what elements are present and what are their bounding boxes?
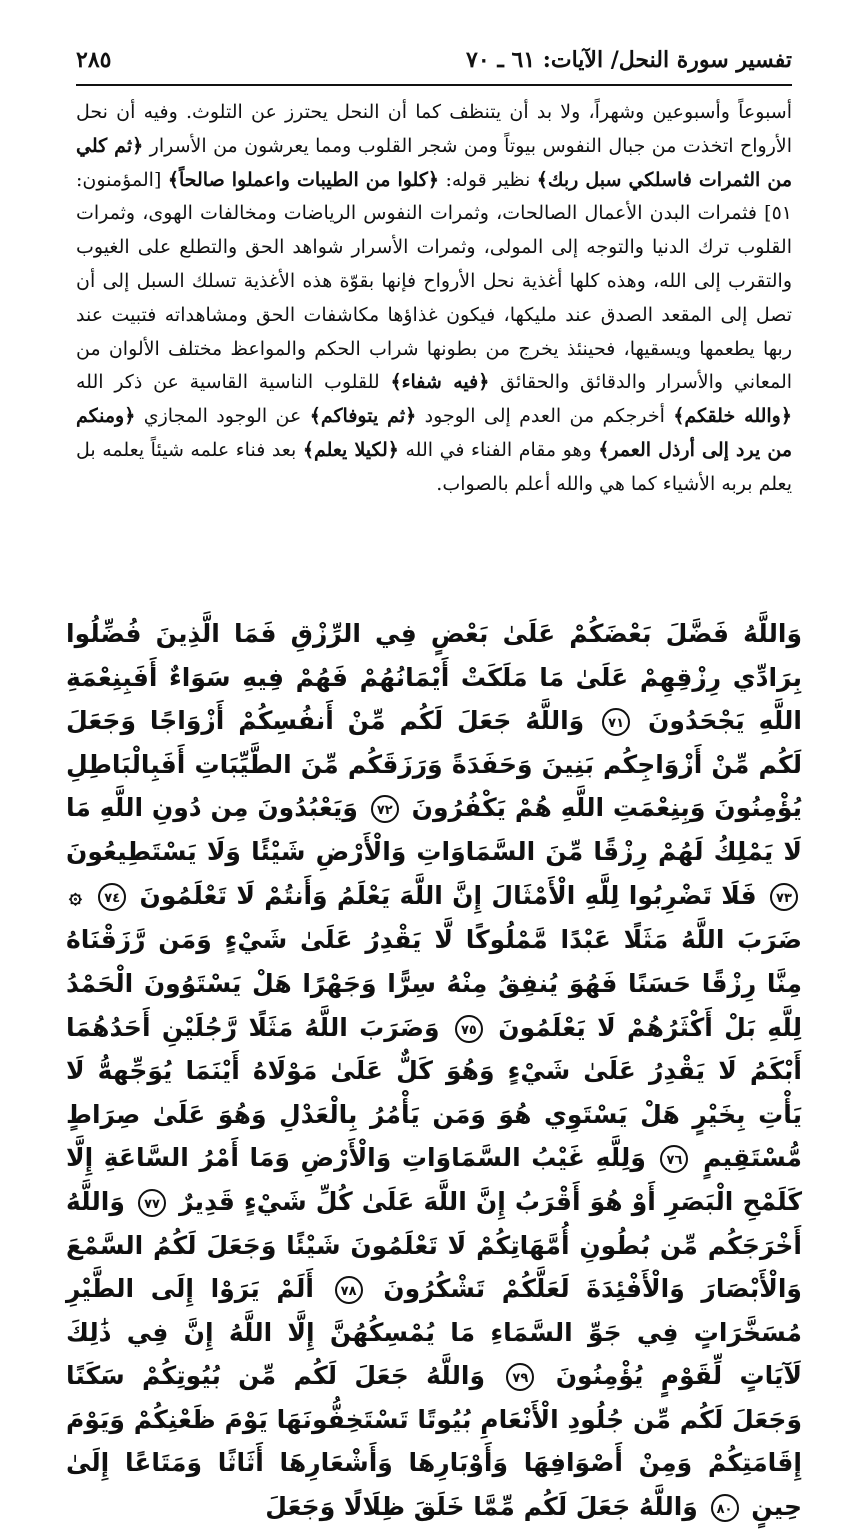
commentary-text: [المؤمنون: ٥١] فثمرات البدن الأعمال الصالحات، وثمرات النفوس الرياضات ومخالفات الهوى، وثمرات القلوب ترك الدنيا والتوجه إلى المولى، وثمرات الأسرار شواهد الحق والتطلع على الغيوب والتقرب إلى الله، وهذه كلها أغذية نحل الأرواح فإنها بقوّة هذه الأغذية تسلك السبل إلى أن تصل إلى المقعد الصدق عند مليكها، فيكون غذاؤها مكاشفات الحق ومشاهداته فتبيت عند ربها يطعمها ويسقيها، فحينئذ يخرج من بطونها شراب الحكم والمواعظ مختلف الألوان من المعاني والأسرار والدقائق والحقائق <box>76 168 793 394</box>
page-header <box>76 40 792 86</box>
quran-quote: ﴿فيه شفاء﴾ <box>390 371 490 394</box>
verse-text: فَلَا تَضْرِبُوا لِلَّهِ الْأَمْثَالَ إِنَّ اللَّهَ يَعْلَمُ وَأَنتُمْ لَا تَعْلَمُونَ <box>139 880 757 910</box>
verse-text: وَاللَّهُ جَعَلَ لَكُم مِّمَّا خَلَقَ ظِلَالًا وَجَعَلَ <box>265 1492 698 1522</box>
commentary-text: عن الوجود المجازي <box>135 405 310 428</box>
verse-text: وَاللَّهُ أَخْرَجَكُم مِّن بُطُونِ أُمَّهَاتِكُمْ لَا تَعْلَمُونَ شَيْئًا وَجَعَلَ لَكُمُ السَّمْعَ وَالْأَبْصَارَ وَالْأَفْئِدَةَ لَعَلَّكُمْ تَشْكُرُونَ <box>66 1186 802 1304</box>
verse-text: ضَرَبَ اللَّهُ مَثَلًا عَبْدًا مَّمْلُوكًا لَّا يَقْدِرُ عَلَىٰ شَيْءٍ وَمَن رَّزَقْنَاهُ مِنَّا رِزْقًا حَسَنًا فَهُوَ يُنفِقُ مِنْهُ سِرًّا وَجَهْرًا هَلْ يَسْتَوُونَ الْحَمْدُ لِلَّهِ بَلْ أَكْثَرُهُمْ لَا يَعْلَمُونَ <box>66 925 802 1042</box>
verse-text: وَاللَّهُ فَضَّلَ بَعْضَكُمْ عَلَىٰ بَعْضٍ فِي الرِّزْقِ فَمَا الَّذِينَ فُضِّلُوا بِرَادِّي رِزْقِهِمْ عَلَىٰ مَا مَلَكَتْ أَيْمَانُهُمْ فَهُمْ فِيهِ سَوَاءٌ أَفَبِنِعْمَةِ اللَّهِ يَجْحَدُونَ <box>66 619 802 736</box>
verse-number-marker: ٧٩ <box>506 1363 534 1391</box>
hizb-star-icon: ۞ <box>69 883 82 909</box>
commentary-text: بعد فناء علمه شيئاً يعلمه بل يعلم بربه الأشياء كما هي والله أعلم بالصواب. <box>76 438 792 495</box>
running-title: تفسير سورة النحل/ الآيات: ٦١ ـ ٧٠ <box>466 47 792 73</box>
verse-text: وَضَرَبَ اللَّهُ مَثَلًا رَّجُلَيْنِ أَحَدُهُمَا أَبْكَمُ لَا يَقْدِرُ عَلَىٰ شَيْءٍ وَهُوَ كَلٌّ عَلَىٰ مَوْلَاهُ أَيْنَمَا يُوَجِّههُّ لَا يَأْتِ بِخَيْرٍ هَلْ يَسْتَوِي هُوَ وَمَن يَأْمُرُ بِالْعَدْلِ وَهُوَ عَلَىٰ صِرَاطٍ مُّسْتَقِيمٍ <box>66 1012 802 1173</box>
page-number: ٢٨٥ <box>76 47 112 73</box>
verse-text: وَاللَّهُ جَعَلَ لَكُم مِّنْ أَنفُسِكُمْ أَزْوَاجًا وَجَعَلَ لَكُم مِّنْ أَزْوَاجِكُم بَنِينَ وَحَفَدَةً وَرَزَقَكُم مِّنَ الطَّيِّبَاتِ أَفَبِالْبَاطِلِ يُؤْمِنُونَ وَبِنِعْمَتِ اللَّهِ هُمْ يَكْفُرُونَ <box>66 706 802 823</box>
verse-number-marker: ٧٤ <box>98 883 126 911</box>
commentary-text: أخرجكم من العدم إلى الوجود <box>416 405 674 428</box>
verse-number-marker: ٨٠ <box>711 1494 739 1522</box>
verse-text: وَيَعْبُدُونَ مِن دُونِ اللَّهِ مَا لَا يَمْلِكُ لَهُمْ رِزْقًا مِّنَ السَّمَاوَاتِ وَالْأَرْضِ شَيْئًا وَلَا يَسْتَطِيعُونَ <box>66 793 802 866</box>
quran-quote: ﴿ومنكم من يرد إلى أرذل العمر﴾ <box>76 405 793 461</box>
commentary-text: وهو مقام الفناء في الله <box>398 438 599 461</box>
quran-quote: ﴿ثم يتوفاكم﴾ <box>309 405 417 428</box>
quran-quote: ﴿لكيلا يعلم﴾ <box>302 438 399 461</box>
verse-number-marker: ٧٣ <box>770 883 798 911</box>
verse-number-marker: ٧٢ <box>371 795 399 823</box>
quran-quote: ﴿ثم كلي من الثمرات فاسلكي سبل ربك﴾ <box>76 134 793 191</box>
commentary-paragraph <box>76 96 792 608</box>
quran-verses-block <box>66 612 802 1522</box>
verse-text: أَلَمْ يَرَوْا إِلَى الطَّيْرِ مُسَخَّرَاتٍ فِي جَوِّ السَّمَاءِ مَا يُمْسِكُهُنَّ إِلَّا اللَّهُ إِنَّ فِي ذَٰلِكَ لَآيَاتٍ لِّقَوْمٍ يُؤْمِنُونَ <box>66 1274 802 1391</box>
quran-quote: ﴿والله خلقكم﴾ <box>673 405 792 428</box>
verse-number-marker: ٧٨ <box>335 1276 363 1304</box>
verse-text: وَلِلَّهِ غَيْبُ السَّمَاوَاتِ وَالْأَرْضِ وَمَا أَمْرُ السَّاعَةِ إِلَّا كَلَمْحِ الْبَصَرِ أَوْ هُوَ أَقْرَبُ إِنَّ اللَّهَ عَلَىٰ كُلِّ شَيْءٍ قَدِيرٌ <box>66 1143 802 1216</box>
quran-quote: ﴿كلوا من الطيبات واعملوا صالحاً﴾ <box>167 168 440 191</box>
verse-number-marker: ٧٥ <box>455 1015 483 1043</box>
commentary-text: نظير قوله: <box>439 168 537 191</box>
verse-number-marker: ٧٧ <box>138 1189 166 1217</box>
verse-number-marker: ٧١ <box>602 708 630 736</box>
commentary-text: أسبوعاً وأسبوعين وشهراً، ولا بد أن يتنظف كما أن النحل يحترز عن التلوث. وفيه أن نحل الأرواح اتخذت من جبال النفوس بيوتاً ومن شجر القلوب ومما يعرشون من الأسرار <box>76 101 792 157</box>
verse-text: وَاللَّهُ جَعَلَ لَكُم مِّن بُيُوتِكُمْ سَكَنًا وَجَعَلَ لَكُم مِّن جُلُودِ الْأَنْعَامِ بُيُوتًا تَسْتَخِفُّونَهَا يَوْمَ ظَعْنِكُمْ وَيَوْمَ إِقَامَتِكُمْ وَمِنْ أَصْوَافِهَا وَأَوْبَارِهَا وَأَشْعَارِهَا أَثَاثًا وَمَتَاعًا إِلَىٰ حِينٍ <box>66 1361 802 1522</box>
commentary-text: للقلوب الناسية القاسية عن ذكر الله <box>76 371 391 394</box>
verse-number-marker: ٧٦ <box>660 1145 688 1173</box>
